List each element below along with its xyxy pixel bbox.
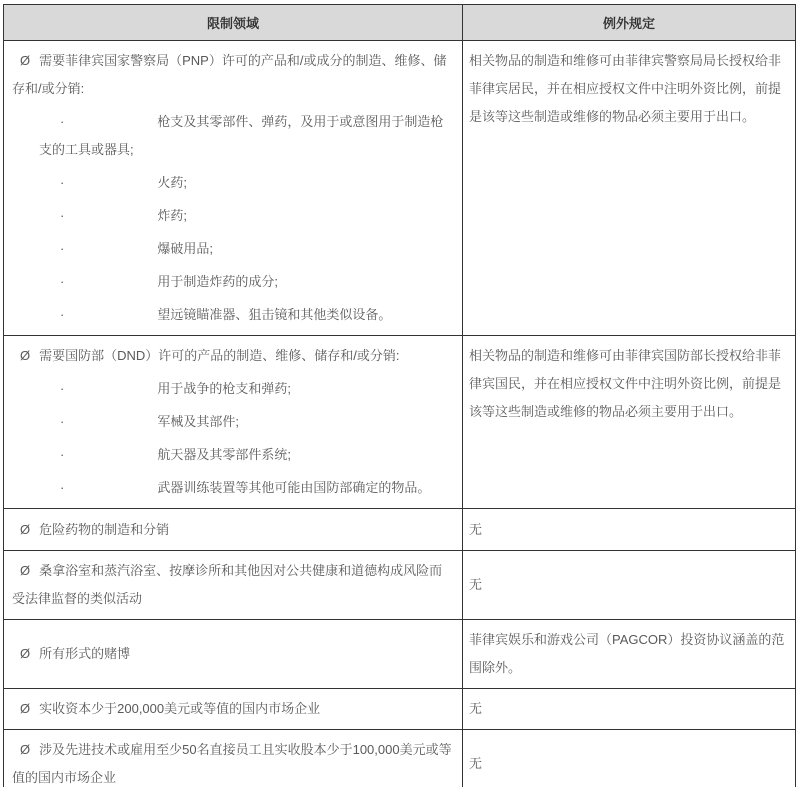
sub-item-text: 炸药;	[157, 208, 187, 223]
restriction-cell	[4, 336, 463, 509]
restriction-main	[12, 47, 454, 103]
restriction-main	[12, 342, 454, 370]
restriction-main-text: 桑拿浴室和蒸汽浴室、按摩诊所和其他因对公共健康和道德构成风险而受法律监督的类似活动	[12, 563, 443, 606]
restriction-cell	[4, 730, 463, 787]
sub-item-text: 用于战争的枪支和弹药;	[157, 381, 291, 396]
sub-item-text: 军械及其部件;	[157, 414, 239, 429]
table-row	[4, 689, 796, 730]
restriction-main-text: 需要国防部（DND）许可的产品的制造、维修、储存和/或分销:	[39, 348, 400, 363]
restriction-sub-item	[39, 375, 454, 403]
bullet-marker: ·	[60, 114, 65, 129]
restriction-cell	[4, 509, 463, 551]
restriction-main-text: 危险药物的制造和分销	[39, 521, 170, 537]
restriction-sub-item	[39, 441, 454, 469]
restriction-main-text: 所有形式的赌博	[39, 646, 131, 661]
bullet-marker: ·	[60, 175, 65, 190]
exception-cell: 无	[463, 689, 796, 730]
restriction-main	[12, 640, 454, 668]
table-row	[4, 41, 796, 336]
arrow-marker: Ø	[20, 646, 31, 661]
exception-cell: 菲律宾娱乐和游戏公司（PAGCOR）投资协议涵盖的范围除外。	[463, 620, 796, 689]
sub-item-text: 航天器及其零部件系统;	[157, 447, 291, 462]
table-header-row	[4, 5, 796, 41]
table-row	[4, 730, 796, 787]
arrow-marker: Ø	[20, 701, 31, 716]
exception-cell: 相关物品的制造和维修可由菲律宾警察局局长授权给非菲律宾居民，并在相应授权文件中注明外资比例，前提是该等这些制造或维修的物品必须主要用于出口。	[463, 41, 796, 336]
table-row	[4, 551, 796, 620]
sub-item-text: 火药;	[157, 175, 187, 190]
bullet-marker: ·	[60, 447, 65, 462]
arrow-marker: Ø	[20, 348, 31, 363]
restriction-sub-item	[39, 235, 454, 263]
bullet-marker: ·	[60, 480, 65, 495]
bullet-marker: ·	[60, 274, 65, 289]
restriction-sub-item	[39, 108, 454, 164]
exception-cell: 无	[463, 730, 796, 787]
restriction-main	[12, 736, 454, 787]
bullet-marker: ·	[60, 208, 65, 223]
restriction-cell	[4, 689, 463, 730]
restriction-sub-item	[39, 169, 454, 197]
sub-item-text: 爆破用品;	[157, 241, 213, 256]
bullet-marker: ·	[60, 381, 65, 396]
table-row	[4, 620, 796, 689]
sub-item-text: 枪支及其零部件、弹药，及用于或意图用于制造枪支的工具或器具;	[39, 114, 444, 157]
sub-item-text: 望远镜瞄准器、狙击镜和其他类似设备。	[157, 307, 392, 322]
restriction-main	[12, 516, 454, 544]
restriction-sub-item	[39, 268, 454, 296]
exception-cell: 无	[463, 551, 796, 620]
restriction-sub-item	[39, 474, 454, 502]
restriction-main	[12, 695, 454, 723]
arrow-marker: Ø	[20, 521, 31, 537]
header-restricted-area: 限制领域	[4, 5, 463, 41]
table-row	[4, 336, 796, 509]
bullet-marker: ·	[60, 241, 65, 256]
table-row	[4, 509, 796, 551]
restriction-sub-item	[39, 301, 454, 329]
restriction-main-text: 涉及先进技术或雇用至少50名直接员工且实收股本少于100,000美元或等值的国内市场企业	[12, 742, 452, 785]
exception-cell: 相关物品的制造和维修可由菲律宾国防部长授权给非菲律宾国民，并在相应授权文件中注明外资比例，前提是该等这些制造或维修的物品必须主要用于出口。	[463, 336, 796, 509]
restriction-sub-item	[39, 202, 454, 230]
sub-item-text: 武器训练装置等其他可能由国防部确定的物品。	[157, 480, 431, 495]
exception-cell: 无	[463, 509, 796, 551]
restriction-main	[12, 557, 454, 613]
bullet-marker: ·	[60, 414, 65, 429]
arrow-marker: Ø	[20, 53, 31, 68]
bullet-marker: ·	[60, 307, 65, 322]
restriction-sub-item	[39, 408, 454, 436]
arrow-marker: Ø	[20, 563, 31, 578]
restriction-cell	[4, 551, 463, 620]
restriction-cell	[4, 620, 463, 689]
arrow-marker: Ø	[20, 742, 31, 757]
restriction-main-text: 需要菲律宾国家警察局（PNP）许可的产品和/或成分的制造、维修、储存和/或分销:	[12, 53, 447, 96]
sub-item-text: 用于制造炸药的成分;	[157, 274, 278, 289]
restriction-main-text: 实收资本少于200,000美元或等值的国内市场企业	[39, 701, 321, 716]
restrictions-table	[3, 4, 796, 787]
header-exception: 例外规定	[463, 5, 796, 41]
restriction-cell	[4, 41, 463, 336]
